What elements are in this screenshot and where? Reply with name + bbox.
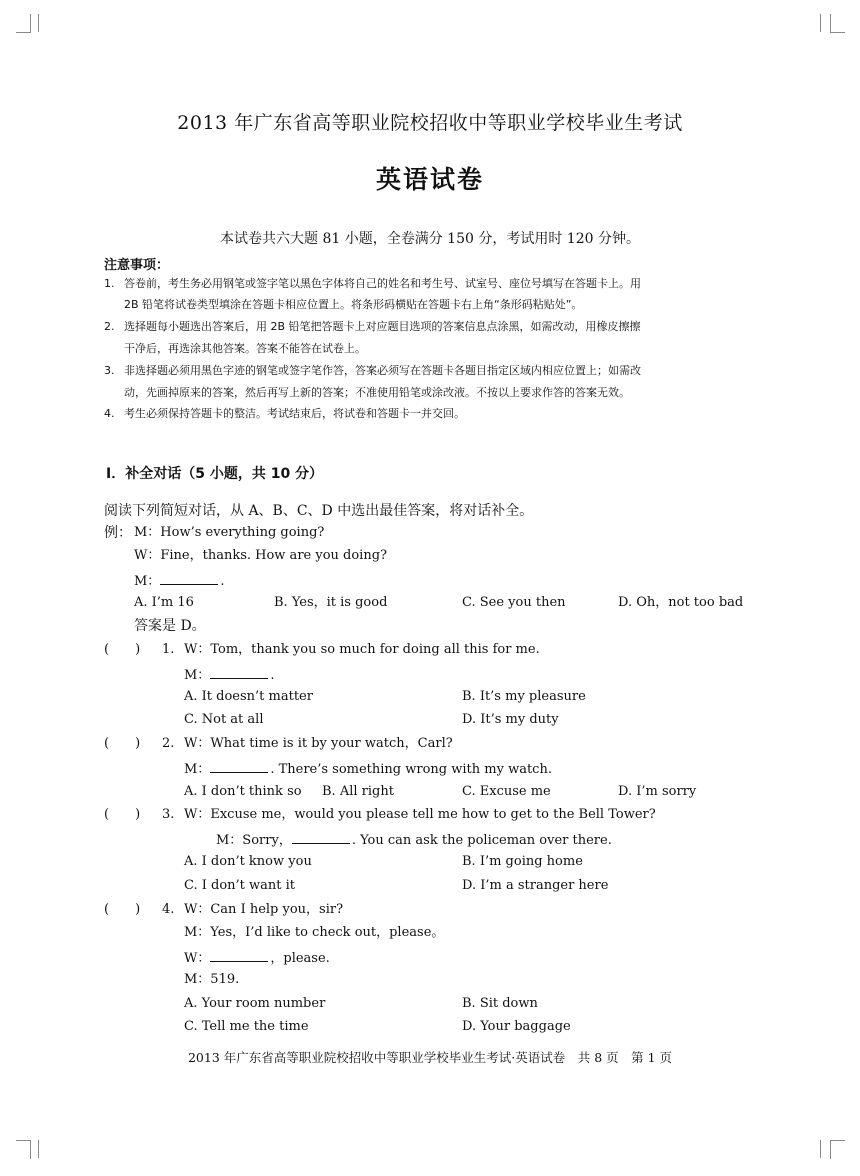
answer-blank: [210, 666, 268, 679]
question-3-m: [216, 831, 612, 849]
notice-item-3-num: 3.: [104, 364, 115, 377]
question-4-option-c: C. Tell me the time: [184, 1019, 309, 1034]
answer-blank: [210, 760, 268, 773]
crop-mark-top-left: [16, 14, 31, 33]
notice-item-4-line-1: 考生必须保持答题卡的整洁。考试结束后，将试卷和答题卡一并交回。: [124, 407, 465, 420]
question-2-option-b: B. All right: [322, 784, 394, 799]
notice-item-2-line-2: 干净后，再选涂其他答案。答案不能答在试卷上。: [124, 342, 366, 355]
example-option-d: D. Oh，not too bad: [618, 595, 744, 610]
crop-mark-top-left-inner: [38, 14, 40, 32]
question-number: 2.: [162, 736, 175, 751]
question-number: 4.: [162, 902, 175, 917]
notice-item-2-num: 2.: [104, 320, 115, 333]
question-4-option-b: B. Sit down: [462, 996, 538, 1011]
page-footer: 2013 年广东省高等职业院校招收中等职业学校毕业生考试·英语试卷 共 8 页 第 1 页: [187, 1050, 673, 1065]
question-1-option-b: B. It’s my pleasure: [462, 689, 586, 704]
notice-item-1-line-2: 2B 铅笔将试卷类型填涂在答题卡相应位置上。将条形码横贴在答题卡右上角“条形码粘贴处”。: [124, 298, 583, 311]
line-end: .: [270, 668, 275, 683]
crop-mark-bottom-right-inner: [820, 1140, 822, 1158]
question-4-m2: M：519.: [184, 972, 240, 987]
example-label: 例：: [104, 525, 132, 541]
crop-mark-bottom-left: [16, 1140, 31, 1159]
speaker-m: M：Sorry，: [216, 833, 292, 848]
exam-intro: 本试卷共六大题 81 小题，全卷满分 150 分，考试用时 120 分钟。: [220, 231, 640, 247]
answer-paren[interactable]: ( ): [104, 902, 141, 917]
question-3-option-b: B. I’m going home: [462, 854, 583, 869]
question-1-option-a: A. It doesn’t matter: [184, 689, 313, 704]
exam-title: 2013 年广东省高等职业院校招收中等职业学校毕业生考试: [177, 112, 683, 134]
notice-heading: 注意事项：: [104, 258, 170, 273]
answer-paren[interactable]: ( ): [104, 642, 141, 657]
example-line-3: [134, 572, 224, 590]
question-1-option-c: C. Not at all: [184, 712, 264, 727]
notice-item-1-line-1: 答卷前，考生务必用钢笔或签字笔以黑色字体将自己的姓名和考生号、试室号、座位号填写在答题卡上。用: [124, 277, 641, 290]
question-4-m1: M：Yes，I’d like to check out，please。: [184, 925, 445, 940]
notice-item-1-num: 1.: [104, 277, 115, 290]
example-option-b: B. Yes，it is good: [274, 595, 388, 610]
example-line-2: W：Fine，thanks. How are you doing?: [134, 548, 387, 563]
section-heading: Ⅰ．补全对话（5 小题，共 10 分）: [106, 466, 324, 482]
question-4-w2: [184, 949, 330, 967]
question-1-option-d: D. It’s my duty: [462, 712, 559, 727]
question-number: 1.: [162, 642, 175, 657]
answer-blank: [210, 949, 268, 962]
question-4-option-a: A. Your room number: [184, 996, 326, 1011]
notice-item-3-line-2: 动，先画掉原来的答案，然后再写上新的答案；不准使用铅笔或涂改液。不按以上要求作答的答案无效。: [124, 386, 630, 399]
crop-mark-top-right: [830, 14, 845, 33]
question-1-w: W：Tom，thank you so much for doing all this for me.: [184, 642, 540, 657]
speaker-w: W：: [184, 951, 211, 966]
section-instruction: 阅读下列简短对话，从 A、B、C、D 中选出最佳答案，将对话补全。: [104, 503, 534, 519]
crop-mark-top-right-inner: [820, 14, 822, 32]
question-3-option-d: D. I’m a stranger here: [462, 878, 609, 893]
example-answer: 答案是 D。: [134, 618, 206, 634]
question-2-w: W：What time is it by your watch，Carl?: [184, 736, 453, 751]
example-line-1: M：How’s everything going?: [134, 525, 325, 540]
crop-mark-bottom-right: [830, 1140, 845, 1159]
line-end: . You can ask the policeman over there.: [351, 833, 612, 848]
example-option-a: A. I’m 16: [134, 595, 194, 610]
question-4-option-d: D. Your baggage: [462, 1019, 571, 1034]
question-3-option-c: C. I don’t want it: [184, 878, 296, 893]
question-4-w: W：Can I help you，sir?: [184, 902, 344, 917]
question-2-m: [184, 760, 552, 778]
question-2-option-c: C. Excuse me: [462, 784, 551, 799]
line-end: .: [220, 574, 225, 589]
answer-paren[interactable]: ( ): [104, 807, 141, 822]
question-3-option-a: A. I don’t know you: [184, 854, 312, 869]
answer-blank: [160, 572, 218, 585]
notice-item-3-line-1: 非选择题必须用黑色字迹的钢笔或签字笔作答，答案必须写在答题卡各题目指定区域内相应位置上；如需改: [124, 364, 641, 377]
crop-mark-bottom-left-inner: [38, 1140, 40, 1158]
question-1-m: [184, 666, 274, 684]
answer-blank: [292, 831, 350, 844]
subject-title: 英语试卷: [375, 165, 484, 194]
question-number: 3.: [162, 807, 175, 822]
answer-paren[interactable]: ( ): [104, 736, 141, 751]
question-3-w: W：Excuse me，would you please tell me how to get to the Bell Tower?: [184, 807, 656, 822]
example-option-c: C. See you then: [462, 595, 566, 610]
notice-item-2-line-1: 选择题每小题选出答案后，用 2B 铅笔把答题卡上对应题目选项的答案信息点涂黑，如需改动，用橡皮擦擦: [124, 320, 641, 333]
notice-item-4-num: 4.: [104, 407, 115, 420]
question-2-option-a: A. I don’t think so: [184, 784, 302, 799]
speaker-m: M：: [134, 574, 161, 589]
line-end: ，please.: [270, 951, 330, 966]
line-end: . There’s something wrong with my watch.: [270, 762, 552, 777]
speaker-m: M：: [184, 762, 211, 777]
speaker-m: M：: [184, 668, 211, 683]
question-2-option-d: D. I’m sorry: [618, 784, 697, 799]
